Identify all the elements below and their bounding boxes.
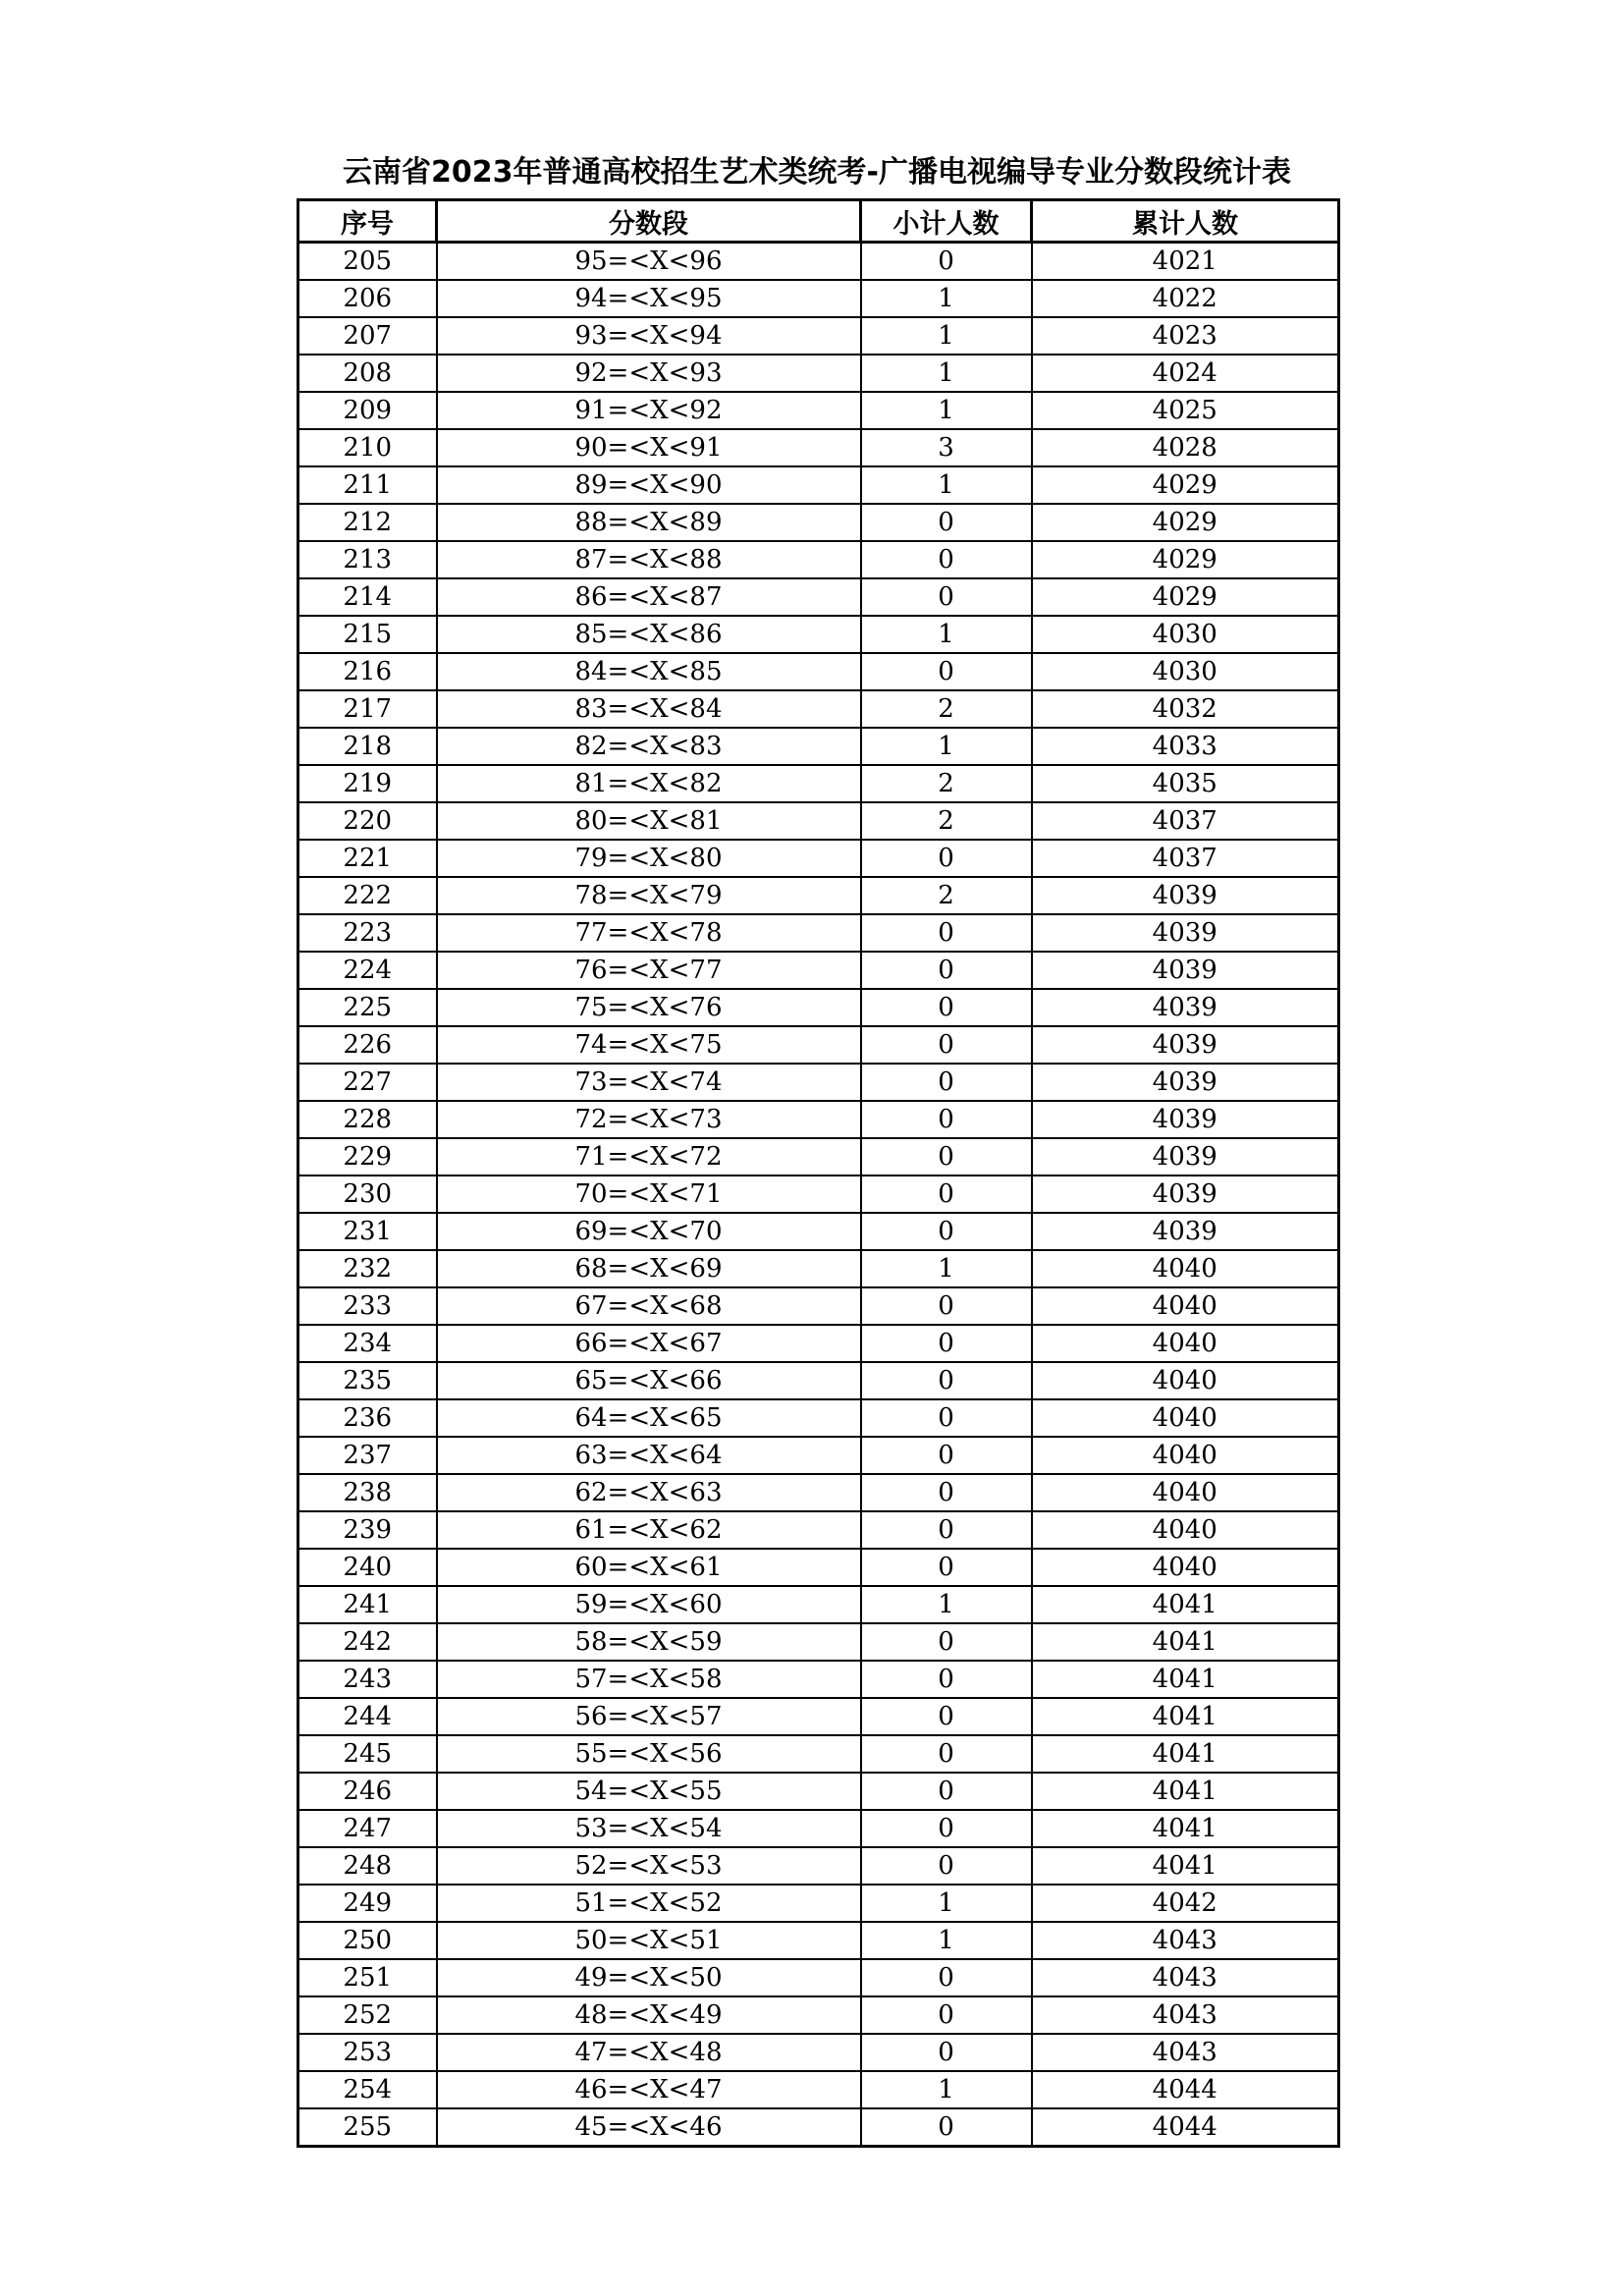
cell-cumulative-count: 4039 — [1032, 1138, 1339, 1175]
table-row — [298, 1026, 1339, 1064]
table-row — [298, 877, 1339, 914]
cell-score-range: 46=<X<47 — [437, 2071, 861, 2108]
cell-serial-number: 247 — [298, 1810, 437, 1847]
table-body — [298, 243, 1339, 2147]
table-row — [298, 1623, 1339, 1661]
cell-score-range: 53=<X<54 — [437, 1810, 861, 1847]
table-row — [298, 2034, 1339, 2071]
cell-score-range: 85=<X<86 — [437, 616, 861, 653]
cell-serial-number: 213 — [298, 541, 437, 578]
cell-cumulative-count: 4039 — [1032, 914, 1339, 952]
table-row — [298, 1847, 1339, 1885]
table-row — [298, 653, 1339, 690]
cell-serial-number: 220 — [298, 802, 437, 840]
cell-score-range: 94=<X<95 — [437, 280, 861, 317]
cell-subtotal-count: 0 — [861, 1847, 1032, 1885]
table-row — [298, 1213, 1339, 1250]
table-row — [298, 1698, 1339, 1735]
cell-serial-number: 245 — [298, 1735, 437, 1773]
table-row — [298, 1586, 1339, 1623]
cell-serial-number: 244 — [298, 1698, 437, 1735]
cell-score-range: 88=<X<89 — [437, 504, 861, 541]
table-row — [298, 243, 1339, 281]
cell-score-range: 93=<X<94 — [437, 317, 861, 355]
cell-serial-number: 250 — [298, 1922, 437, 1959]
cell-cumulative-count: 4037 — [1032, 802, 1339, 840]
cell-score-range: 77=<X<78 — [437, 914, 861, 952]
cell-subtotal-count: 0 — [861, 989, 1032, 1026]
cell-cumulative-count: 4039 — [1032, 1213, 1339, 1250]
cell-serial-number: 209 — [298, 392, 437, 429]
cell-score-range: 74=<X<75 — [437, 1026, 861, 1064]
table-row — [298, 1922, 1339, 1959]
cell-cumulative-count: 4022 — [1032, 280, 1339, 317]
cell-cumulative-count: 4032 — [1032, 690, 1339, 728]
cell-cumulative-count: 4039 — [1032, 1026, 1339, 1064]
table-row — [298, 1959, 1339, 1996]
cell-cumulative-count: 4044 — [1032, 2108, 1339, 2147]
cell-cumulative-count: 4040 — [1032, 1511, 1339, 1549]
cell-cumulative-count: 4023 — [1032, 317, 1339, 355]
cell-cumulative-count: 4043 — [1032, 1959, 1339, 1996]
table-row — [298, 1996, 1339, 2034]
cell-cumulative-count: 4039 — [1032, 1101, 1339, 1138]
table-row — [298, 1325, 1339, 1362]
cell-subtotal-count: 1 — [861, 1885, 1032, 1922]
table-row — [298, 1885, 1339, 1922]
cell-cumulative-count: 4040 — [1032, 1474, 1339, 1511]
cell-score-range: 62=<X<63 — [437, 1474, 861, 1511]
cell-subtotal-count: 0 — [861, 578, 1032, 616]
table-row — [298, 2108, 1339, 2147]
table-header-row — [298, 200, 1339, 243]
cell-score-range: 51=<X<52 — [437, 1885, 861, 1922]
cell-cumulative-count: 4043 — [1032, 1922, 1339, 1959]
cell-serial-number: 206 — [298, 280, 437, 317]
table-row — [298, 840, 1339, 877]
cell-score-range: 55=<X<56 — [437, 1735, 861, 1773]
cell-serial-number: 207 — [298, 317, 437, 355]
cell-serial-number: 229 — [298, 1138, 437, 1175]
table-row — [298, 317, 1339, 355]
cell-subtotal-count: 3 — [861, 429, 1032, 466]
score-distribution-table — [297, 198, 1340, 2148]
cell-score-range: 91=<X<92 — [437, 392, 861, 429]
cell-subtotal-count: 1 — [861, 1922, 1032, 1959]
table-row — [298, 1661, 1339, 1698]
table-row — [298, 280, 1339, 317]
cell-cumulative-count: 4029 — [1032, 578, 1339, 616]
cell-subtotal-count: 0 — [861, 1437, 1032, 1474]
cell-score-range: 87=<X<88 — [437, 541, 861, 578]
cell-serial-number: 238 — [298, 1474, 437, 1511]
cell-subtotal-count: 0 — [861, 1325, 1032, 1362]
table-row — [298, 802, 1339, 840]
cell-serial-number: 226 — [298, 1026, 437, 1064]
cell-subtotal-count: 0 — [861, 1474, 1032, 1511]
cell-subtotal-count: 0 — [861, 1213, 1032, 1250]
cell-score-range: 75=<X<76 — [437, 989, 861, 1026]
cell-score-range: 90=<X<91 — [437, 429, 861, 466]
cell-serial-number: 255 — [298, 2108, 437, 2147]
cell-serial-number: 231 — [298, 1213, 437, 1250]
cell-cumulative-count: 4040 — [1032, 1549, 1339, 1586]
cell-subtotal-count: 0 — [861, 1362, 1032, 1399]
cell-score-range: 65=<X<66 — [437, 1362, 861, 1399]
cell-subtotal-count: 0 — [861, 541, 1032, 578]
table-row — [298, 466, 1339, 504]
cell-subtotal-count: 1 — [861, 392, 1032, 429]
cell-cumulative-count: 4029 — [1032, 504, 1339, 541]
table-row — [298, 1474, 1339, 1511]
cell-subtotal-count: 2 — [861, 877, 1032, 914]
cell-score-range: 95=<X<96 — [437, 243, 861, 281]
cell-cumulative-count: 4041 — [1032, 1810, 1339, 1847]
cell-serial-number: 222 — [298, 877, 437, 914]
cell-cumulative-count: 4039 — [1032, 989, 1339, 1026]
cell-serial-number: 223 — [298, 914, 437, 952]
cell-subtotal-count: 1 — [861, 466, 1032, 504]
cell-cumulative-count: 4041 — [1032, 1847, 1339, 1885]
cell-score-range: 71=<X<72 — [437, 1138, 861, 1175]
cell-score-range: 58=<X<59 — [437, 1623, 861, 1661]
table-row — [298, 2071, 1339, 2108]
table-row — [298, 952, 1339, 989]
cell-serial-number: 252 — [298, 1996, 437, 2034]
cell-subtotal-count: 0 — [861, 2108, 1032, 2147]
cell-cumulative-count: 4044 — [1032, 2071, 1339, 2108]
cell-serial-number: 242 — [298, 1623, 437, 1661]
cell-serial-number: 217 — [298, 690, 437, 728]
cell-score-range: 45=<X<46 — [437, 2108, 861, 2147]
cell-subtotal-count: 0 — [861, 1287, 1032, 1325]
cell-subtotal-count: 1 — [861, 1586, 1032, 1623]
table-row — [298, 1511, 1339, 1549]
table-row — [298, 1549, 1339, 1586]
cell-serial-number: 210 — [298, 429, 437, 466]
cell-serial-number: 214 — [298, 578, 437, 616]
cell-subtotal-count: 2 — [861, 690, 1032, 728]
cell-cumulative-count: 4040 — [1032, 1362, 1339, 1399]
cell-score-range: 68=<X<69 — [437, 1250, 861, 1287]
cell-serial-number: 235 — [298, 1362, 437, 1399]
table-row — [298, 1437, 1339, 1474]
cell-cumulative-count: 4042 — [1032, 1885, 1339, 1922]
cell-serial-number: 239 — [298, 1511, 437, 1549]
cell-score-range: 83=<X<84 — [437, 690, 861, 728]
cell-subtotal-count: 1 — [861, 2071, 1032, 2108]
cell-score-range: 92=<X<93 — [437, 355, 861, 392]
cell-score-range: 57=<X<58 — [437, 1661, 861, 1698]
cell-subtotal-count: 0 — [861, 1773, 1032, 1810]
cell-subtotal-count: 0 — [861, 1138, 1032, 1175]
cell-serial-number: 225 — [298, 989, 437, 1026]
cell-score-range: 81=<X<82 — [437, 765, 861, 802]
cell-subtotal-count: 0 — [861, 1623, 1032, 1661]
table-row — [298, 914, 1339, 952]
cell-cumulative-count: 4041 — [1032, 1773, 1339, 1810]
cell-cumulative-count: 4043 — [1032, 2034, 1339, 2071]
cell-cumulative-count: 4029 — [1032, 541, 1339, 578]
cell-score-range: 69=<X<70 — [437, 1213, 861, 1250]
cell-subtotal-count: 0 — [861, 1810, 1032, 1847]
cell-score-range: 63=<X<64 — [437, 1437, 861, 1474]
cell-subtotal-count: 0 — [861, 1661, 1032, 1698]
cell-score-range: 70=<X<71 — [437, 1175, 861, 1213]
cell-subtotal-count: 1 — [861, 355, 1032, 392]
cell-cumulative-count: 4040 — [1032, 1399, 1339, 1437]
cell-cumulative-count: 4021 — [1032, 243, 1339, 281]
table-row — [298, 392, 1339, 429]
cell-subtotal-count: 0 — [861, 1735, 1032, 1773]
cell-score-range: 82=<X<83 — [437, 728, 861, 765]
table-row — [298, 1064, 1339, 1101]
cell-cumulative-count: 4037 — [1032, 840, 1339, 877]
cell-serial-number: 224 — [298, 952, 437, 989]
cell-cumulative-count: 4041 — [1032, 1623, 1339, 1661]
cell-serial-number: 243 — [298, 1661, 437, 1698]
cell-cumulative-count: 4029 — [1032, 466, 1339, 504]
cell-cumulative-count: 4041 — [1032, 1735, 1339, 1773]
cell-score-range: 76=<X<77 — [437, 952, 861, 989]
cell-score-range: 61=<X<62 — [437, 1511, 861, 1549]
cell-score-range: 73=<X<74 — [437, 1064, 861, 1101]
cell-cumulative-count: 4039 — [1032, 1064, 1339, 1101]
cell-score-range: 54=<X<55 — [437, 1773, 861, 1810]
table-row — [298, 504, 1339, 541]
page-title: 云南省2023年普通高校招生艺术类统考-广播电视编导专业分数段统计表 — [343, 155, 1291, 190]
table-row — [298, 1810, 1339, 1847]
cell-score-range: 67=<X<68 — [437, 1287, 861, 1325]
cell-cumulative-count: 4039 — [1032, 952, 1339, 989]
cell-subtotal-count: 0 — [861, 1959, 1032, 1996]
cell-subtotal-count: 0 — [861, 1399, 1032, 1437]
cell-subtotal-count: 0 — [861, 1175, 1032, 1213]
cell-cumulative-count: 4025 — [1032, 392, 1339, 429]
cell-cumulative-count: 4043 — [1032, 1996, 1339, 2034]
cell-cumulative-count: 4024 — [1032, 355, 1339, 392]
cell-subtotal-count: 0 — [861, 653, 1032, 690]
cell-subtotal-count: 2 — [861, 802, 1032, 840]
cell-cumulative-count: 4040 — [1032, 1437, 1339, 1474]
cell-serial-number: 219 — [298, 765, 437, 802]
cell-cumulative-count: 4030 — [1032, 616, 1339, 653]
cell-score-range: 49=<X<50 — [437, 1959, 861, 1996]
cell-cumulative-count: 4039 — [1032, 1175, 1339, 1213]
header-serial-number: 序号 — [298, 200, 437, 243]
cell-score-range: 60=<X<61 — [437, 1549, 861, 1586]
cell-cumulative-count: 4041 — [1032, 1698, 1339, 1735]
cell-cumulative-count: 4040 — [1032, 1250, 1339, 1287]
cell-subtotal-count: 0 — [861, 1549, 1032, 1586]
header-subtotal-count: 小计人数 — [861, 200, 1032, 243]
table-row — [298, 578, 1339, 616]
table-row — [298, 989, 1339, 1026]
cell-serial-number: 236 — [298, 1399, 437, 1437]
cell-subtotal-count: 0 — [861, 1996, 1032, 2034]
cell-subtotal-count: 0 — [861, 1064, 1032, 1101]
cell-score-range: 66=<X<67 — [437, 1325, 861, 1362]
cell-cumulative-count: 4040 — [1032, 1325, 1339, 1362]
table-row — [298, 728, 1339, 765]
table-row — [298, 1250, 1339, 1287]
cell-serial-number: 218 — [298, 728, 437, 765]
table-row — [298, 429, 1339, 466]
cell-cumulative-count: 4030 — [1032, 653, 1339, 690]
cell-subtotal-count: 0 — [861, 1026, 1032, 1064]
cell-cumulative-count: 4035 — [1032, 765, 1339, 802]
cell-serial-number: 240 — [298, 1549, 437, 1586]
cell-subtotal-count: 1 — [861, 1250, 1032, 1287]
table-row — [298, 1362, 1339, 1399]
cell-serial-number: 208 — [298, 355, 437, 392]
table-row — [298, 1287, 1339, 1325]
cell-serial-number: 234 — [298, 1325, 437, 1362]
cell-subtotal-count: 1 — [861, 280, 1032, 317]
cell-score-range: 52=<X<53 — [437, 1847, 861, 1885]
cell-subtotal-count: 0 — [861, 914, 1032, 952]
cell-serial-number: 246 — [298, 1773, 437, 1810]
cell-serial-number: 248 — [298, 1847, 437, 1885]
cell-score-range: 79=<X<80 — [437, 840, 861, 877]
cell-serial-number: 227 — [298, 1064, 437, 1101]
cell-subtotal-count: 1 — [861, 728, 1032, 765]
header-cumulative-count: 累计人数 — [1032, 200, 1339, 243]
cell-score-range: 47=<X<48 — [437, 2034, 861, 2071]
cell-cumulative-count: 4039 — [1032, 877, 1339, 914]
cell-serial-number: 254 — [298, 2071, 437, 2108]
cell-subtotal-count: 0 — [861, 1698, 1032, 1735]
header-score-range: 分数段 — [437, 200, 861, 243]
table-row — [298, 616, 1339, 653]
cell-subtotal-count: 0 — [861, 504, 1032, 541]
cell-serial-number: 212 — [298, 504, 437, 541]
cell-serial-number: 221 — [298, 840, 437, 877]
cell-cumulative-count: 4033 — [1032, 728, 1339, 765]
cell-serial-number: 205 — [298, 243, 437, 281]
cell-serial-number: 241 — [298, 1586, 437, 1623]
cell-score-range: 48=<X<49 — [437, 1996, 861, 2034]
cell-score-range: 50=<X<51 — [437, 1922, 861, 1959]
table-row — [298, 1175, 1339, 1213]
cell-serial-number: 230 — [298, 1175, 437, 1213]
table-row — [298, 1773, 1339, 1810]
table-row — [298, 1138, 1339, 1175]
cell-serial-number: 233 — [298, 1287, 437, 1325]
cell-score-range: 64=<X<65 — [437, 1399, 861, 1437]
cell-subtotal-count: 0 — [861, 952, 1032, 989]
cell-score-range: 56=<X<57 — [437, 1698, 861, 1735]
cell-cumulative-count: 4041 — [1032, 1586, 1339, 1623]
cell-subtotal-count: 2 — [861, 765, 1032, 802]
cell-serial-number: 216 — [298, 653, 437, 690]
cell-score-range: 78=<X<79 — [437, 877, 861, 914]
cell-score-range: 86=<X<87 — [437, 578, 861, 616]
cell-subtotal-count: 0 — [861, 840, 1032, 877]
table-row — [298, 541, 1339, 578]
table-row — [298, 1735, 1339, 1773]
cell-cumulative-count: 4041 — [1032, 1661, 1339, 1698]
table-row — [298, 765, 1339, 802]
cell-cumulative-count: 4028 — [1032, 429, 1339, 466]
table-row — [298, 1101, 1339, 1138]
cell-serial-number: 249 — [298, 1885, 437, 1922]
cell-serial-number: 228 — [298, 1101, 437, 1138]
cell-subtotal-count: 0 — [861, 2034, 1032, 2071]
cell-serial-number: 251 — [298, 1959, 437, 1996]
table-row — [298, 690, 1339, 728]
cell-serial-number: 215 — [298, 616, 437, 653]
cell-score-range: 80=<X<81 — [437, 802, 861, 840]
cell-subtotal-count: 0 — [861, 243, 1032, 281]
table-row — [298, 355, 1339, 392]
cell-score-range: 72=<X<73 — [437, 1101, 861, 1138]
cell-score-range: 84=<X<85 — [437, 653, 861, 690]
cell-subtotal-count: 1 — [861, 616, 1032, 653]
cell-score-range: 89=<X<90 — [437, 466, 861, 504]
table-row — [298, 1399, 1339, 1437]
cell-serial-number: 211 — [298, 466, 437, 504]
cell-serial-number: 253 — [298, 2034, 437, 2071]
cell-score-range: 59=<X<60 — [437, 1586, 861, 1623]
cell-serial-number: 237 — [298, 1437, 437, 1474]
cell-subtotal-count: 1 — [861, 317, 1032, 355]
cell-subtotal-count: 0 — [861, 1101, 1032, 1138]
cell-serial-number: 232 — [298, 1250, 437, 1287]
cell-cumulative-count: 4040 — [1032, 1287, 1339, 1325]
cell-subtotal-count: 0 — [861, 1511, 1032, 1549]
